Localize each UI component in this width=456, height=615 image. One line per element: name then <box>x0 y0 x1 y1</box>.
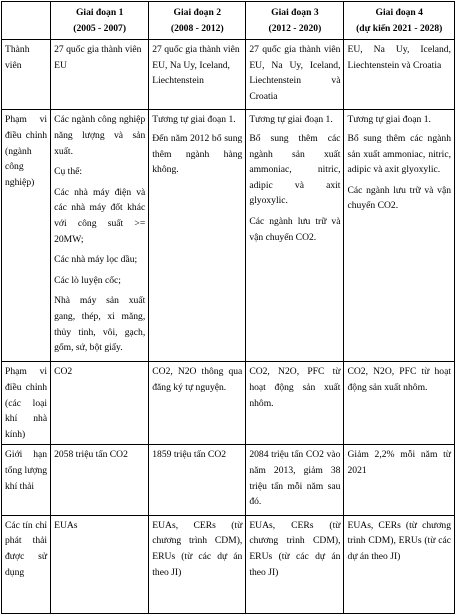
cell-text: Tương tự giai đoạn 1. <box>152 114 236 126</box>
row-label: Phạm vi điều chỉnh (các loại khí nhà kính) <box>2 362 51 445</box>
eu-ets-phases-table <box>1 1 455 614</box>
row-emission-cap <box>2 445 455 515</box>
header-phase-2 <box>149 2 246 40</box>
cell-text: Các nhà máy điện và các nhà máy đốt khác với công suất >= 20MW; <box>54 186 146 245</box>
cell-phase-1 <box>51 445 149 515</box>
cell-phase-3 <box>246 40 344 110</box>
cell-text: Các nhà máy lọc dầu; <box>54 254 138 266</box>
cell-phase-4 <box>344 362 455 445</box>
cell-phase-4 <box>344 445 455 515</box>
cell-text: CO2 <box>54 366 73 378</box>
phase-name: Giai đoạn 2 <box>173 7 221 18</box>
row-label: Phạm vi điều chỉnh (ngành công nghiệp) <box>2 110 51 362</box>
cell-text: 27 quốc gia thành viên EU <box>54 44 142 71</box>
cell-text: Các lò luyện cốc; <box>54 274 121 286</box>
row-credits <box>2 515 455 613</box>
header-empty-cell <box>2 2 51 40</box>
row-label: Giới hạn tổng lượng khí thải <box>2 445 51 515</box>
cell-text: CO2, N2O, PFC từ hoạt động sản xuất nhôm. <box>249 366 341 409</box>
cell-text: Tương tự giai đoạn 1. <box>249 114 333 126</box>
cell-text: CO2, N2O thông qua đăng ký tự nguyện. <box>152 366 243 393</box>
cell-phase-2 <box>149 110 246 362</box>
cell-text: 2084 triệu tấn CO2 vào năm 2013, giảm 38 triệu tấn mỗi năm sau đó. <box>249 449 341 508</box>
phase-years: (2008 - 2012) <box>170 23 224 34</box>
cell-phase-1 <box>51 40 149 110</box>
row-scope-industries <box>2 110 455 362</box>
cell-phase-1 <box>51 362 149 445</box>
cell-text: Nhà máy sản xuất gang, thép, xi măng, thủy tinh, vôi, gạch, gốm, sứ, bột giấy. <box>54 295 146 354</box>
cell-phase-3 <box>246 362 344 445</box>
cell-text: EUAs, CERs (từ chương trình CDM), ERUs (từ các dự án theo JI) <box>249 519 341 578</box>
cell-text: EUAs <box>54 519 78 531</box>
cell-text: Các ngành công nghiệp năng lượng và sản xuất. <box>54 114 146 157</box>
cell-phase-2 <box>149 362 246 445</box>
cell-text: Các ngành lưu trữ và vận chuyển CO2. <box>249 215 341 243</box>
cell-text: Bổ sung thêm các ngành sản xuất ammoniac, nitric, adipic và axit glyoxylic. <box>249 132 341 207</box>
phase-years: (dự kiến 2021 - 2028) <box>356 23 443 34</box>
cell-phase-2 <box>149 40 246 110</box>
cell-text: Tương tự giai đoạn 1. <box>347 114 431 126</box>
phase-name: Giai đoạn 1 <box>75 7 124 18</box>
cell-text: Các ngành lưu trữ và vận chuyển CO2. <box>347 184 451 212</box>
cell-phase-3 <box>246 445 344 515</box>
header-phase-4 <box>344 2 455 40</box>
cell-phase-4 <box>344 110 455 362</box>
row-scope-gases <box>2 362 455 445</box>
cell-text: 2058 triệu tấn CO2 <box>54 449 128 461</box>
cell-phase-1 <box>51 110 149 362</box>
phase-years: (2012 - 2020) <box>268 23 322 34</box>
header-row <box>2 2 455 40</box>
cell-text: EUAs, CERs (từ chương trình CDM), ERUs (từ các dự án theo JI) <box>152 519 243 578</box>
row-label: Thành viên <box>2 40 51 110</box>
cell-phase-4 <box>344 40 455 110</box>
phase-name: Giai đoạn 3 <box>271 7 319 18</box>
cell-text: Giảm 2,2% mỗi năm từ 2021 <box>347 449 451 476</box>
header-phase-3 <box>246 2 344 40</box>
cell-phase-1 <box>51 515 149 613</box>
cell-phase-2 <box>149 445 246 515</box>
phase-name: Giai đoạn 4 <box>375 7 423 18</box>
cell-phase-4 <box>344 515 455 613</box>
cell-text: 1859 triệu tấn CO2 <box>152 449 227 461</box>
phase-years: (2005 - 2007) <box>73 23 127 34</box>
cell-text: EUAs, CERs (từ chương trình CDM), ERUs (từ các dự án theo JI) <box>347 519 451 562</box>
row-label: Các tín chỉ phát thải được sử dụng <box>2 515 51 613</box>
cell-text: Bổ sung thêm các ngành sản xuất ammoniac, nitric, adipic và axit glyoxylic. <box>347 132 451 176</box>
cell-text: 27 quốc gia thành viên EU, Na Uy, Iceland, Liechtenstein và Croatia <box>249 44 341 102</box>
cell-text: 27 quốc gia thành viên EU, Na Uy, Iceland, Liechtenstein <box>152 44 240 87</box>
cell-text: EU, Na Uy, Iceland, Liechtenstein và Croatia <box>347 44 451 71</box>
cell-text: Đến năm 2012 bổ sung thêm ngành hàng không. <box>152 132 243 176</box>
cell-phase-3 <box>246 515 344 613</box>
row-members <box>2 40 455 110</box>
cell-phase-2 <box>149 515 246 613</box>
header-phase-1 <box>51 2 149 40</box>
cell-text: CO2, N2O, PFC từ hoạt động sản xuất nhôm. <box>347 366 451 393</box>
cell-phase-3 <box>246 110 344 362</box>
cell-text: Cụ thể: <box>54 166 83 178</box>
